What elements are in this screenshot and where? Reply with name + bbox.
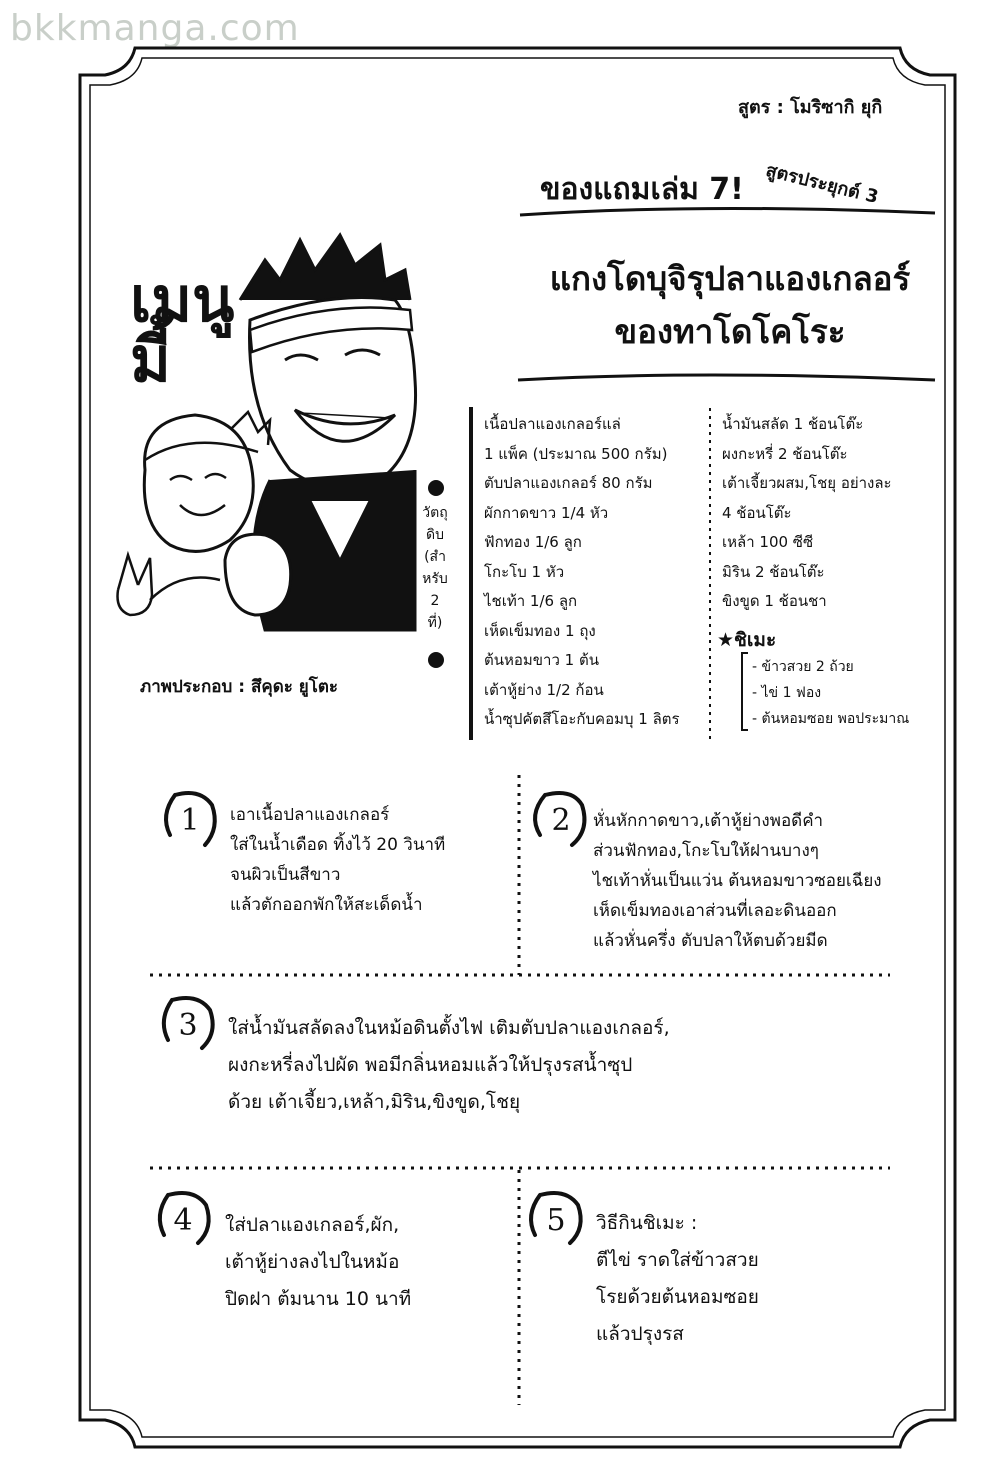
ingredient-item: เห็ดเข็มทอง 1 ถุง: [484, 621, 596, 640]
bullet-bottom-icon: [428, 652, 444, 668]
step-line: โรยด้วยต้นหอมซอย: [596, 1286, 759, 1308]
step-line: ใส่ในน้ำเดือด ทิ้งไว้ 20 วินาที: [230, 835, 446, 855]
ingredient-item: ตับปลาแองเกลอร์ 80 กรัม: [484, 474, 653, 492]
step-4-number: 4: [173, 1202, 193, 1238]
shime-heading: ★ชิเมะ: [717, 629, 777, 651]
step-line: ผงกะหรี่ลงไปผัด พอมีกลิ่นหอมแล้วให้ปรุงรสน้ำซุป: [228, 1054, 633, 1076]
step-line: ใส่ปลาแองเกลอร์,ผัก,: [225, 1214, 400, 1236]
step-line: เต้าหู้ย่างลงไปในหม้อ: [225, 1251, 400, 1273]
step-line: ใส่น้ำมันสลัดลงในหม้อดินตั้งไฟ เติมตับปลาแองเกลอร์,: [228, 1017, 670, 1039]
ingredient-item: ผักกาดขาว 1/4 หัว: [484, 503, 609, 522]
step-1-number: 1: [180, 802, 200, 838]
ingredient-item: เต้าเจี้ยวผสม,โชยุ อย่างละ: [722, 474, 892, 492]
step-line: แล้วหั่นครึ่ง ตับปลาให้ตบด้วยมีด: [593, 931, 828, 951]
step-line: ด้วย เต้าเจี้ยว,เหล้า,มิริน,ขิงขูด,โชยุ: [228, 1091, 521, 1113]
shime-list: [752, 654, 909, 732]
ingredient-item: เนื้อปลาแองเกลอร์แล่: [484, 415, 621, 433]
dish-title-line2: ของทาโดโคโระ: [614, 312, 846, 351]
ingredient-item: ต้นหอมขาว 1 ต้น: [484, 651, 599, 669]
step-line: แล้วตักออกพักให้สะเด็ดน้ำ: [230, 895, 423, 915]
step-line: ตีไข่ ราดใส่ข้าวสวย: [596, 1249, 759, 1271]
step-2-text: [593, 806, 882, 956]
watermark: bkkmanga.com: [10, 8, 300, 49]
ingredient-item: ผงกะหรี่ 2 ช้อนโต๊ะ: [722, 444, 848, 463]
ingredient-item: ฟักทอง 1/6 ลูก: [484, 533, 582, 551]
step-3-number: 3: [178, 1007, 198, 1043]
title-underline: [518, 375, 935, 380]
step-3-text: [228, 1010, 670, 1121]
ingredient-item: เต้าหู้ย่าง 1/2 ก้อน: [484, 680, 604, 699]
step-line: แล้วปรุงรส: [596, 1323, 684, 1345]
ingredient-item: 4 ช้อนโต๊ะ: [722, 503, 792, 522]
step-4-text: [225, 1207, 411, 1318]
shime-item: - ต้นหอมซอย พอประมาณ: [752, 711, 910, 727]
ingredients-label: วัตถุ ดิบ (สำ หรับ 2 ที่): [422, 505, 448, 631]
shime-item: - ข้าวสวย 2 ถ้วย: [752, 659, 854, 675]
illustration-credit: ภาพประกอบ : สึคุดะ ยูโตะ: [140, 677, 339, 697]
shime-item: - ไข่ 1 ฟอง: [752, 685, 822, 701]
ingredient-item: ขิงขูด 1 ช้อนชา: [722, 592, 827, 610]
ingredient-item: 1 แพ็ค (ประมาณ 500 กรัม): [484, 444, 668, 463]
step-line: หั่นหักกาดขาว,เต้าหู้ย่างพอดีคำ: [593, 811, 824, 831]
step-line: ไชเท้าหั่นเป็นแว่น ต้นหอมขาวซอยเฉียง: [593, 871, 882, 891]
step-line: ปิดฝา ต้มนาน 10 นาที: [225, 1288, 412, 1310]
step-5-number: 5: [546, 1202, 566, 1238]
dish-title-line1: แกงโดบุจิรุปลาแองเกลอร์: [549, 259, 911, 298]
step-line: เอาเนื้อปลาแองเกลอร์: [230, 805, 390, 825]
ingredient-item: น้ำซุปคัตสึโอะกับคอมบุ 1 ลิตร: [484, 710, 680, 728]
recipe-subtitle: สูตรประยุกต์ 3: [763, 159, 881, 209]
ingredient-item: มิริน 2 ช้อนโต๊ะ: [722, 562, 825, 581]
menu-logo: เมนู มี้: [130, 263, 235, 396]
ingredient-item: เหล้า 100 ซีซี: [722, 533, 814, 551]
ingredient-item: โกะโบ 1 หัว: [484, 562, 565, 581]
ingredients-list-left: [484, 410, 680, 735]
step-line: จนผิวเป็นสีขาว: [230, 865, 341, 885]
step-1-text: [230, 800, 445, 920]
step-5-text: [596, 1205, 759, 1353]
step-line: ส่วนฟักทอง,โกะโบให้ฝานบางๆ: [593, 841, 819, 861]
bullet-top-icon: [428, 480, 444, 496]
step-line: วิธีกินชิเมะ :: [596, 1212, 698, 1234]
recipe-credit: สูตร : โมริซากิ ยุกิ: [738, 97, 883, 118]
step-line: เห็ดเข็มทองเอาส่วนที่เลอะดินออก: [593, 901, 837, 921]
step-2-number: 2: [551, 802, 571, 838]
bonus-heading: ของแถมเล่ม 7!: [540, 172, 744, 207]
ingredients-list-right: [722, 410, 892, 617]
ingredient-item: น้ำมันสลัด 1 ช้อนโต๊ะ: [722, 415, 864, 433]
ingredient-item: ไชเท้า 1/6 ลูก: [484, 592, 578, 610]
